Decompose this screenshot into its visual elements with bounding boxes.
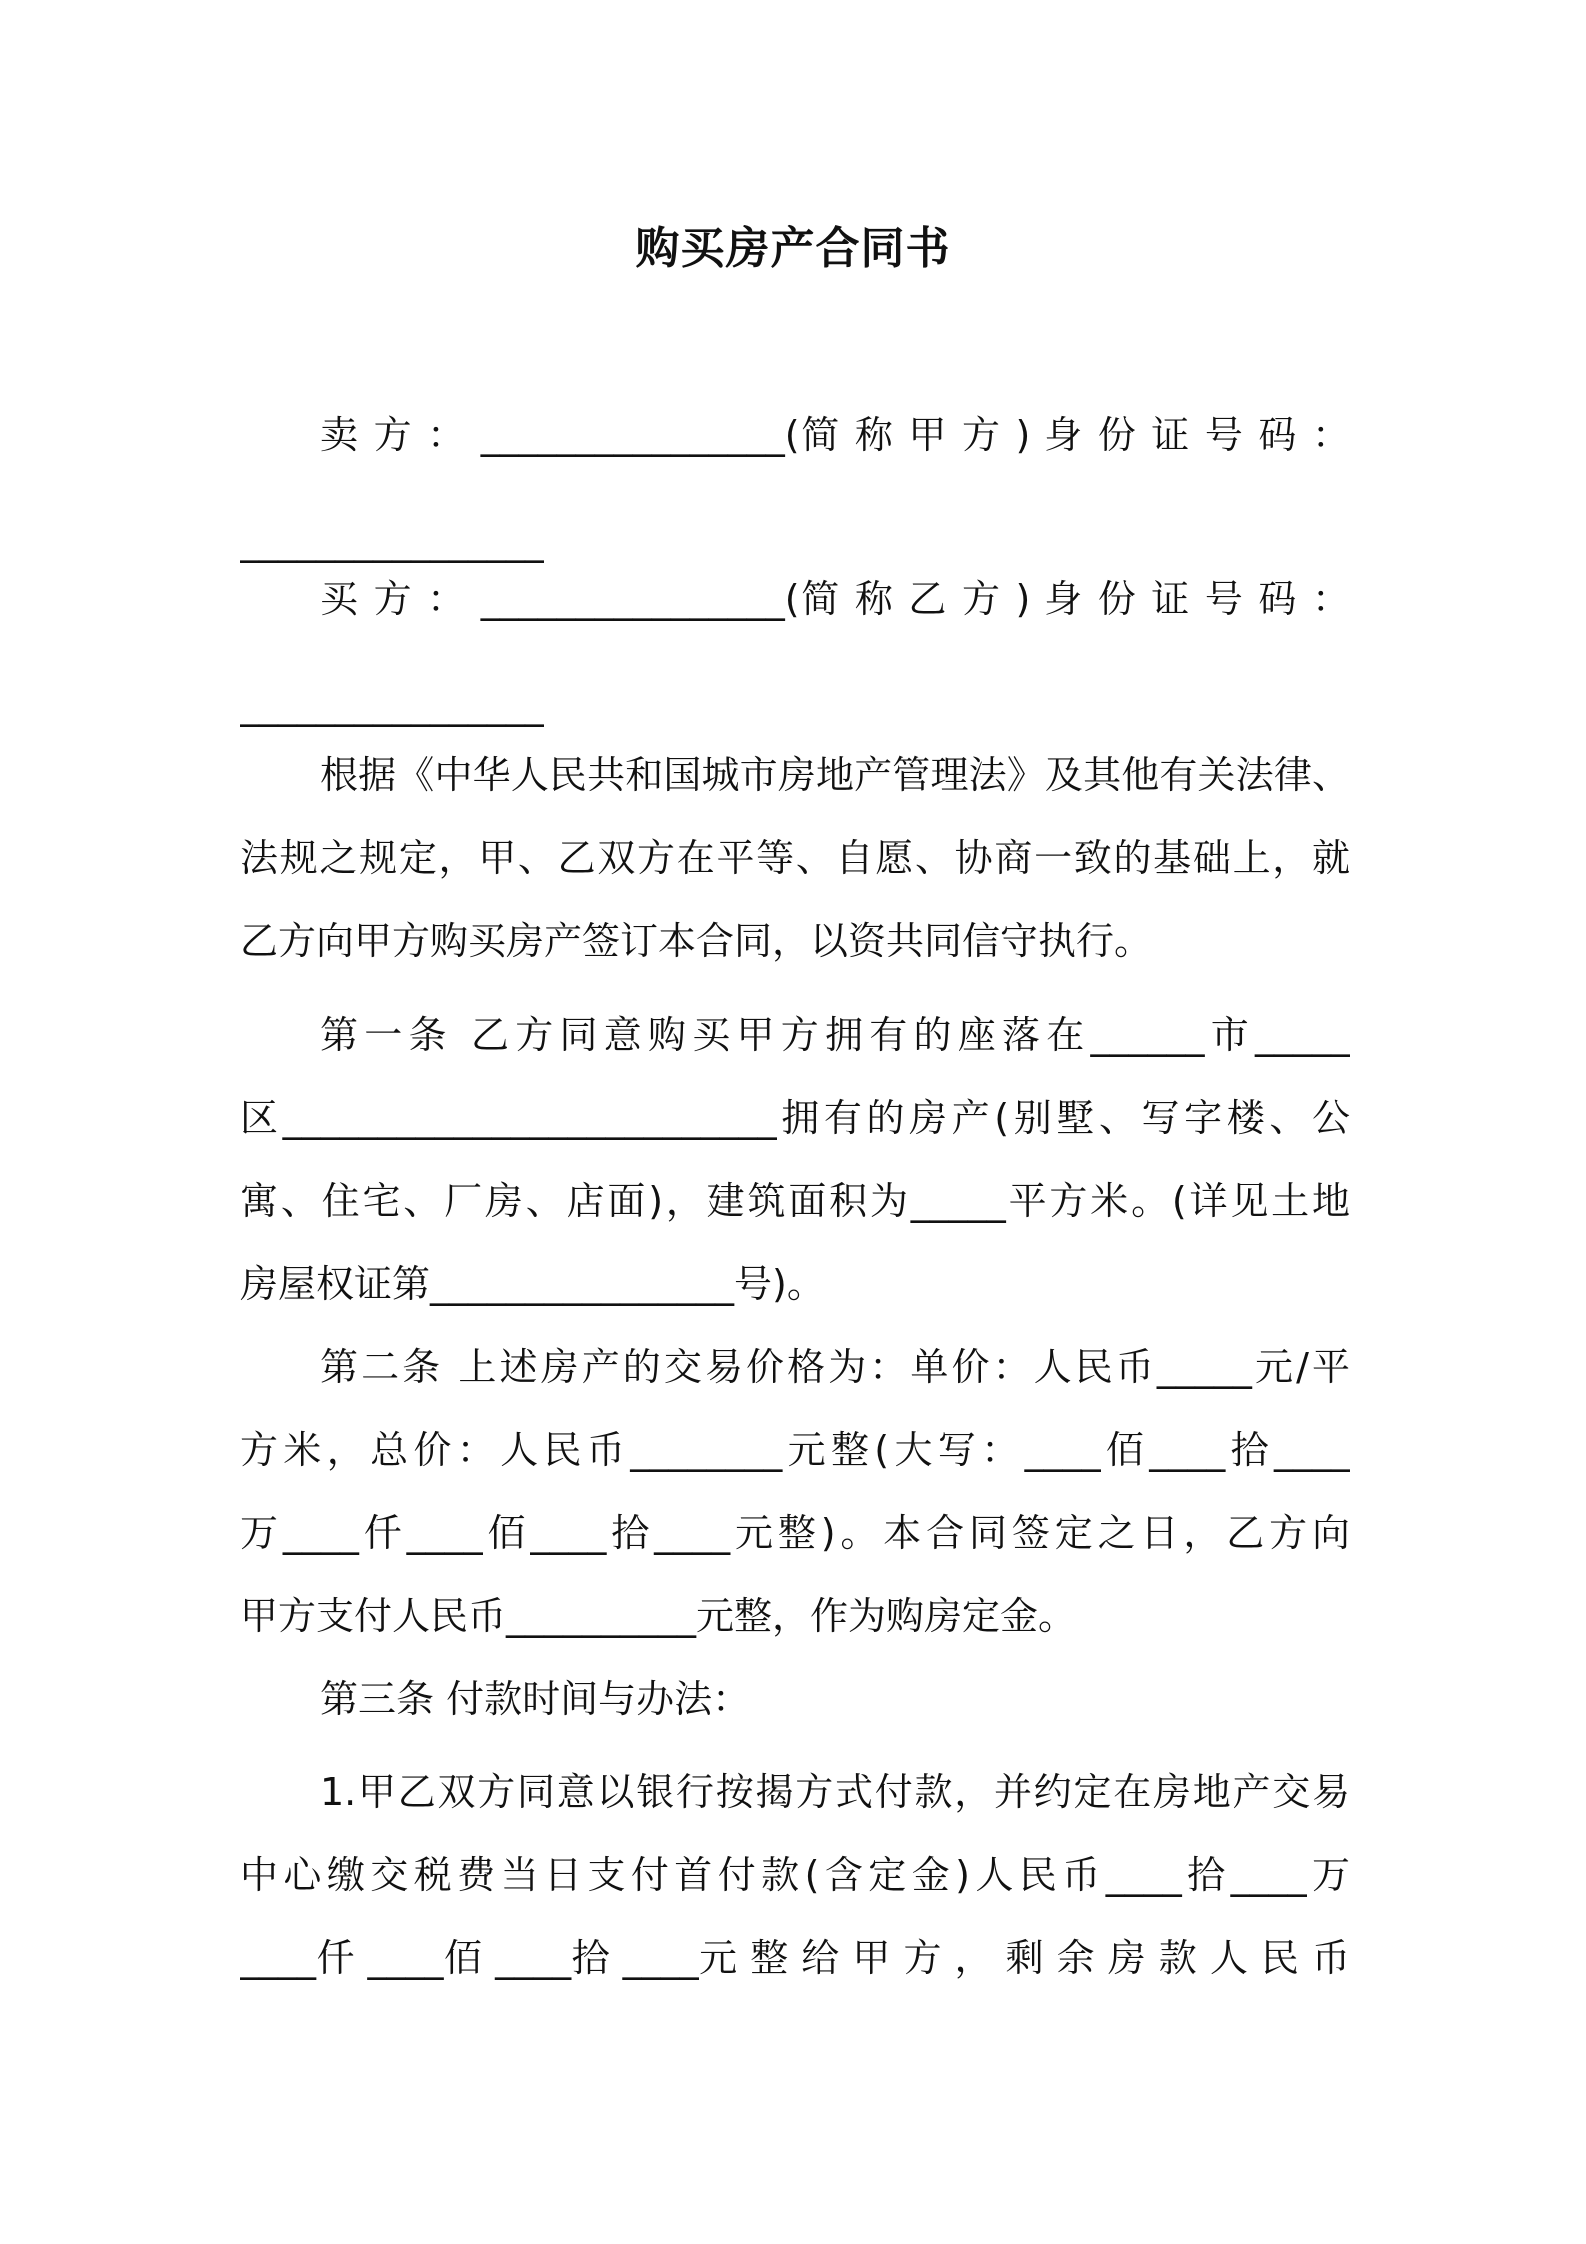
article-3-item-1-line-1: 1.甲乙双方同意以银行按揭方式付款，并约定在房地产交易 xyxy=(320,1770,1350,1814)
article-2-line-2: 方米，总价：人民币________元整(大写：____佰____拾____ xyxy=(240,1428,1350,1472)
article-1-line-3: 寓、住宅、厂房、店面)，建筑面积为_____平方米。(详见土地 xyxy=(240,1179,1350,1223)
article-3-item-1-line-2: 中心缴交税费当日支付首付款(含定金)人民币____拾____万 xyxy=(240,1853,1350,1897)
article-1-line-4: 房屋权证第________________号)。 xyxy=(240,1262,825,1306)
article-1-line-1: 第一条 乙方同意购买甲方拥有的座落在______市_____ xyxy=(320,1013,1350,1057)
buyer-id-blank: ________________ xyxy=(240,683,544,727)
article-2-line-4: 甲方支付人民币__________元整，作为购房定金。 xyxy=(240,1594,1077,1638)
preamble-line-1: 根据《中华人民共和国城市房地产管理法》及其他有关法律、 xyxy=(320,753,1350,797)
article-3-heading: 第三条 付款时间与办法： xyxy=(320,1677,751,1721)
article-2-line-1: 第二条 上述房产的交易价格为：单价：人民币_____元/平 xyxy=(320,1345,1350,1389)
article-1-line-2: 区__________________________拥有的房产(别墅、写字楼、公 xyxy=(240,1096,1350,1140)
preamble-line-3: 乙方向甲方购买房产签订本合同，以资共同信守执行。 xyxy=(240,919,1153,963)
seller-id-blank: ________________ xyxy=(240,519,544,563)
document-title: 购买房产合同书 xyxy=(635,223,951,274)
preamble-line-2: 法规之规定，甲、乙双方在平等、自愿、协商一致的基础上，就 xyxy=(240,836,1350,880)
buyer-line: 买 方 ： ________________(简 称 乙 方 ) 身 份 证 号 码 ： xyxy=(320,577,1350,621)
seller-line: 卖 方 ： ________________(简 称 甲 方 ) 身 份 证 号 码 ： xyxy=(320,413,1350,457)
article-2-line-3: 万____仟____佰____拾____元整)。本合同签定之日，乙方向 xyxy=(240,1511,1350,1555)
article-3-item-1-line-3: ____仟 ____佰 ____拾 ____元 整 给 甲 方 ， 剩 余 房 款 人 民 币 xyxy=(240,1936,1350,1980)
